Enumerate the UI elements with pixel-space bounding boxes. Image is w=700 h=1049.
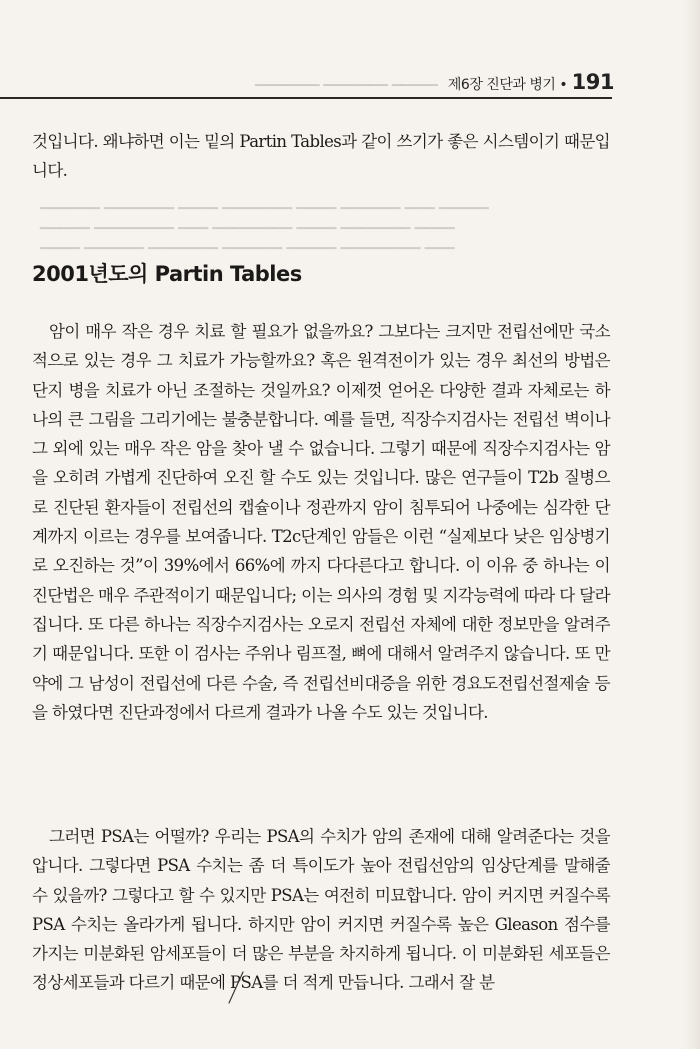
running-header — [448, 70, 614, 94]
chapter-title: 제6장 진단과 병기 — [447, 77, 556, 93]
bleed-through-line: ▁▁▁ ▁▁▁▁▁▁▁▁ ▁▁▁▁▁ ▁▁▁▁▁▁ ▁▁▁▁▁▁▁ ▁▁▁▁▁▁ ▁▁▁▁ — [40, 235, 455, 250]
bleed-through-line: ▁▁▁▁▁ ▁▁▁ ▁▁▁▁▁▁ ▁▁▁▁ ▁▁▁▁▁▁▁ ▁▁▁▁ ▁▁▁▁▁▁▁ ▁▁▁▁▁▁ — [40, 195, 489, 210]
body-paragraph: 암이 매우 작은 경우 치료 할 필요가 없을까요? 그보다는 크지만 전립선에만 국소적으로 있는 경우 그 치료가 가능할까요? 혹은 원격전이가 있는 경우 최선의 방법은 단지 병을 치료가 아닌 조절하는 것일까요? 이제껏 얻어온 다양한 결과 자체로는 하나의 큰 그림을 그리기에는 불충분합니다. 예를 들면, 직장수지검사는 전립선 벽이나 그 외에 있는 매우 작은 암을 찾아 낼 수 없습니다. 그렇기 때문에 직장수지검사는 암을 오히려 가볍게 진단하여 오진 할 수도 있는 것입니다. 많은 연구들이 T2b 질병으로 진단된 환자들이 전립선의 캡슐이나 정관까지 암이 침투되어 나중에는 심각한 단계까지 이르는 경우를 보여줍니다. T2c단계인 암들은 이런 “실제보다 낮은 임상병기로 오진하는 것”이 39%에서 66%에 까지 다다른다고 합니다. 이 이유 중 하나는 이 진단법은 매우 주관적이기 때문입니다; 이는 의사의 경험 및 지각능력에 따라 다 달라집니다. 또 다른 하나는 직장수지검사는 오로지 전립선 자체에 대한 정보만을 알려주기 때문입니다. 또한 이 검사는 주위나 림프절, 뼈에 대해서 알려주지 않습니다. 또 만약에 그 남성이 전립선에 다른 수술, 즉 전립선비대증을 위한 경요도전립선절제술 등을 하였다면 진단과정에서 다르게 결과가 나올 수도 있는 것입니다. — [32, 322, 610, 722]
page-edge — [682, 0, 700, 1049]
page-number: 191 — [571, 70, 614, 94]
intro-paragraph: 것입니다. 왜냐하면 이는 밑의 Partin Tables과 같이 쓰기가 좋은 시스템이기 때문입니다. — [32, 132, 610, 181]
header-rule — [0, 97, 612, 99]
header-separator: • — [559, 77, 568, 93]
bleed-through-line: ▁▁▁▁ ▁▁▁▁▁▁▁ ▁▁▁▁ ▁▁▁▁▁▁▁▁ ▁▁▁ ▁▁▁▁▁▁▁▁ ▁▁▁▁▁ — [40, 215, 455, 230]
body-paragraph: 그러면 PSA는 어떨까? 우리는 PSA의 수치가 암의 존재에 대해 알려준다는 것을 압니다. 그렇다면 PSA 수치는 좀 더 특이도가 높아 전립선암의 임상단계를 말해줄 수 있을까? 그렇다고 할 수 있지만 PSA는 여전히 미묘합니다. 암이 커지면 커질수록 PSA 수치는 올라가게 됩니다. 하지만 암이 커지면 커질수록 높은 Gleason 점수를 가지는 미분화된 암세포들이 더 많은 부분을 차지하게 됩니다. 이 미분화된 세포들은 정상세포들과 다르기 때문에 PSA를 더 적게 만듭니다. 그래서 잘 분 — [32, 827, 610, 993]
pencil-mark — [226, 970, 246, 1006]
section-heading: 2001년도의 Partin Tables — [32, 262, 302, 286]
bleed-through-header: ▁▁▁▁▁ ▁▁▁▁▁▁▁ ▁▁▁▁▁▁▁ — [255, 72, 438, 86]
